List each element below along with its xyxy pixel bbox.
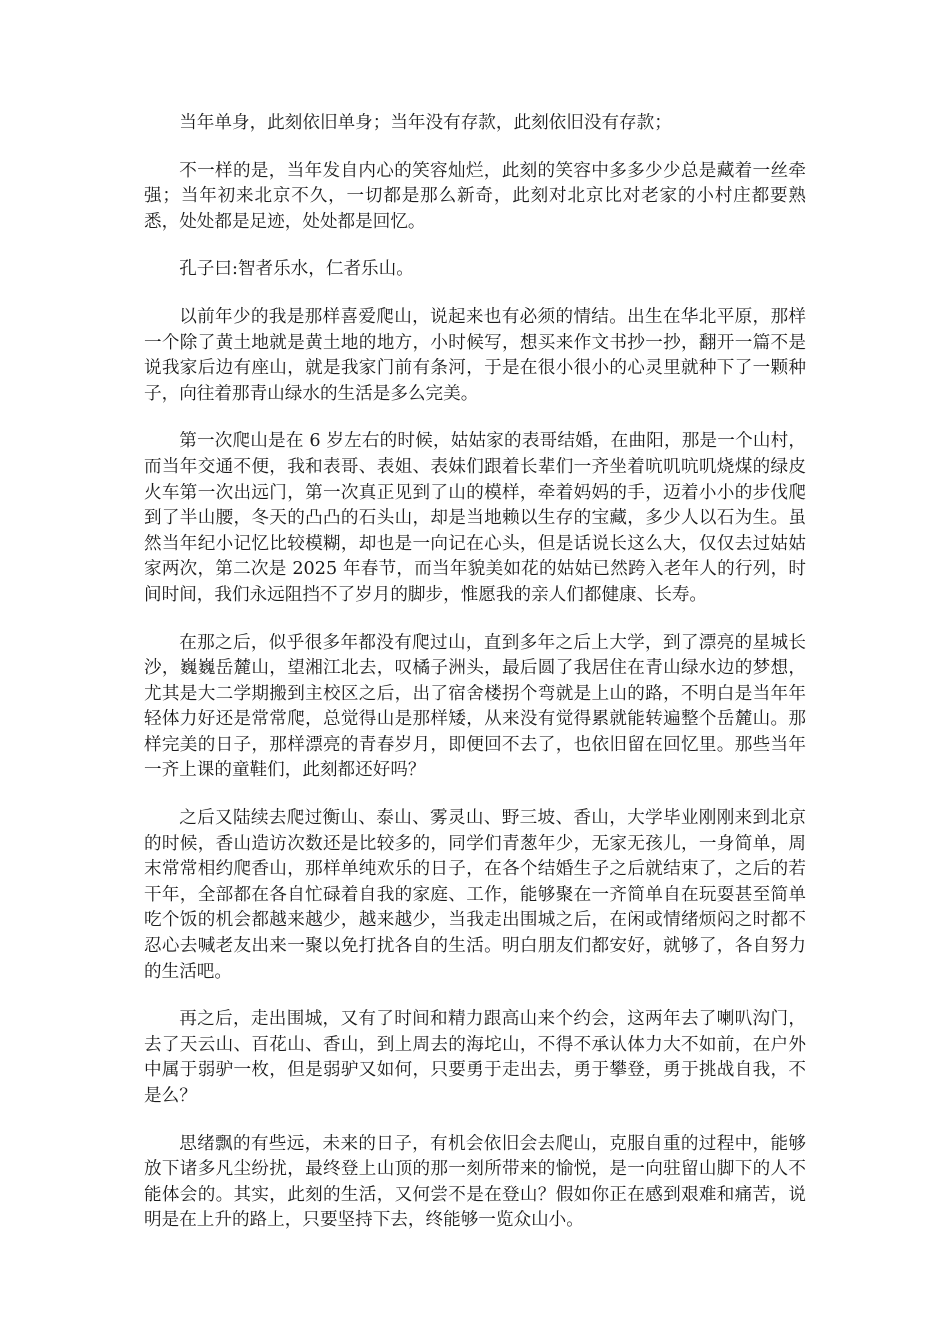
paragraph-5: 第一次爬山是在 6 岁左右的时候，姑姑家的表哥结婚，在曲阳，那是一个山村，而当年交通不便，我和表哥、表姐、表妹们跟着长辈们一齐坐着吭叽吭叽烧煤的绿皮火车第一次出远门，第一次真正见到了山的模样，牵着妈妈的手，迈着小小的步伐爬到了半山腰，冬天的凸凸的石头山，却是当地赖以生存的宝藏，多少人以石为生。虽然当年纪小记忆比较模糊，却也是一向记在心头，但是话说长这么大，仅仅去过姑姑家两次，第二次是 2025 年春节，而当年貌美如花的姑姑已然跨入老年人的行列，时间时间，我们永远阻挡不了岁月的脚步，惟愿我的亲人们都健康、长寿。 — [144, 431, 806, 605]
paragraph-6: 在那之后，似乎很多年都没有爬过山，直到多年之后上大学，到了漂亮的星城长沙，巍巍岳麓山，望湘江北去，叹橘子洲头，最后圆了我居住在青山绿水边的梦想，尤其是大二学期搬到主校区之后，出了宿舍楼拐个弯就是上山的路，不明白是当年年轻体力好还是常常爬，总觉得山是那样矮，从来没有觉得累就能转遍整个岳麓山。那样完美的日子，那样漂亮的青春岁月，即便回不去了，也依旧留在回忆里。那些当年一齐上课的童鞋们，此刻都还好吗？ — [144, 632, 806, 781]
paragraph-1: 当年单身，此刻依旧单身；当年没有存款，此刻依旧没有存款； — [179, 113, 672, 133]
paragraph-8: 再之后，走出围城，又有了时间和精力跟高山来个约会，这两年去了喇叭沟门，去了天云山、百花山、香山，到上周去的海坨山，不得不承认体力大不如前，在户外中属于弱驴一枚，但是弱驴又如何，只要勇于走出去，勇于攀登，勇于挑战自我，不是么？ — [144, 1009, 806, 1106]
document-body — [144, 111, 806, 1256]
paragraph-3: 孔子曰:智者乐水，仁者乐山。 — [179, 259, 414, 280]
paragraph-7: 之后又陆续去爬过衡山、泰山、雾灵山、野三坡、香山，大学毕业刚刚来到北京的时候，香山造访次数还是比较多的，同学们青葱年少，无家无孩儿，一身简单，周末常常相约爬香山，那样单纯欢乐的日子，在各个结婚生子之后就结束了，之后的若干年，全部都在各自忙碌着自我的家庭、工作，能够聚在一齐简单自在玩耍甚至简单吃个饭的机会都越来越少，越来越少，当我走出围城之后，在闲或情绪烦闷之时都不忍心去喊老友出来一聚以免打扰各自的生活。明白朋友们都安好，就够了，各自努力的生活吧。 — [144, 808, 806, 982]
paragraph-4: 以前年少的我是那样喜爱爬山，说起来也有必须的情结。出生在华北平原，那样一个除了黄土地就是黄土地的地方，小时候写，想买来作文书抄一抄，翻开一篇不是说我家后边有座山，就是我家门前有条河，于是在很小很小的心灵里就种下了一颗种子，向往着那青山绿水的生活是多么完美。 — [144, 306, 806, 404]
paragraph-9: 思绪飘的有些远，未来的日子，有机会依旧会去爬山，克服自重的过程中，能够放下诸多凡尘纷扰，最终登上山顶的那一刻所带来的愉悦，是一向驻留山脚下的人不能体会的。其实，此刻的生活，又何尝不是在登山？假如你正在感到艰难和痛苦，说明是在上升的路上，只要坚持下去，终能够一览众山小。 — [144, 1133, 806, 1231]
paragraph-2: 不一样的是，当年发自内心的笑容灿烂，此刻的笑容中多多少少总是藏着一丝牵强；当年初来北京不久，一切都是那么新奇，此刻对北京比对老家的小村庄都要熟悉，处处都是足迹，处处都是回忆。 — [144, 160, 806, 232]
